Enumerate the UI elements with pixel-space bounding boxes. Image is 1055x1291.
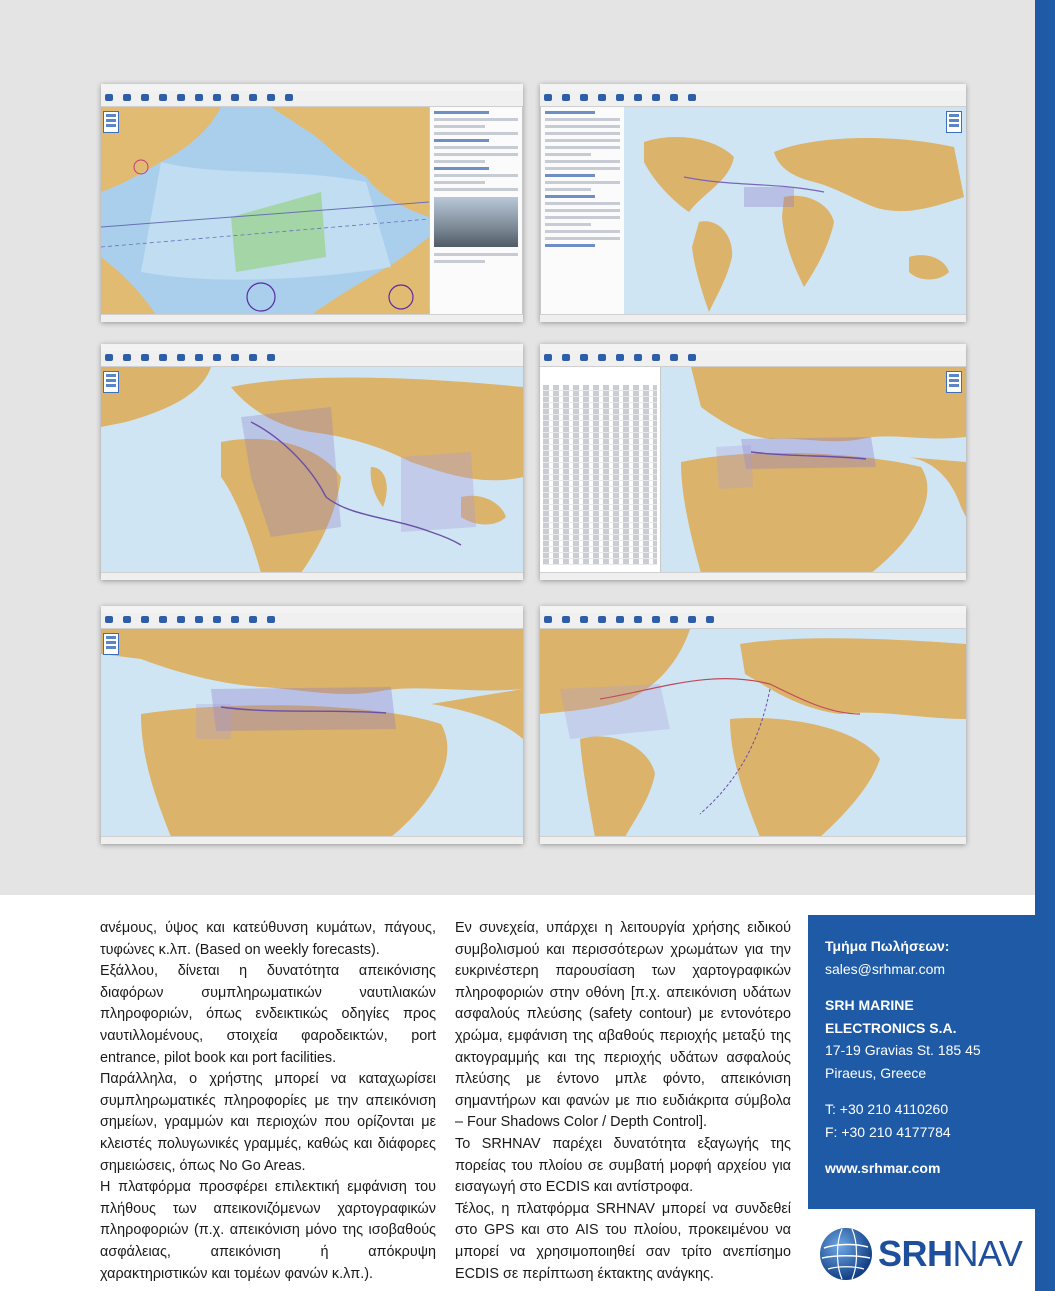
chart-overlay-chip (103, 111, 119, 133)
mediterranean-overview-map (101, 629, 523, 837)
sales-heading: Τμήμα Πωλήσεων: (825, 938, 950, 954)
window-statusbar (101, 572, 523, 580)
screenshot-route-table-mediterranean (540, 344, 966, 580)
atlantic-map-view (540, 629, 966, 837)
sales-email-link[interactable]: sales@srhmar.com (825, 960, 946, 977)
address-line1: 17-19 Gravias St. 185 45 (825, 1042, 981, 1058)
article-paragraph: Τέλος, η πλατφόρμα SRHNAV μπορεί να συνδεθεί στο GPS και στο AIS του πλοίου, προκειμένου να μπορεί να χρησιμοποιηθεί σαν τρίτο ανεπίσημο ECDIS σε περίπτωση έκτακτης ανάγκης. (455, 1200, 791, 1282)
screenshot-route-indian-ocean (101, 344, 523, 580)
company-name-line2: ELECTRONICS S.A. (825, 1019, 957, 1036)
app-toolbar (540, 351, 966, 367)
globe-icon (818, 1226, 874, 1282)
chart-overlay-chip (946, 111, 962, 133)
atlantic-map-graphic (540, 629, 966, 837)
app-toolbar (101, 351, 523, 367)
mediterranean-map-graphic (661, 367, 966, 573)
window-statusbar (540, 314, 966, 322)
app-toolbar (540, 91, 966, 107)
article-paragraph: Παράλληλα, ο χρήστης μπορεί να καταχωρίσει συμπληρωματικές πληροφορίες με την απεικόνιση σημείων, γραμμών και περιοχών που ορίζονται με κλειστές πολυγωνικές γραμμές, καθώς και διάφορες σημειώσεις, όπως No Go Areas. (100, 1071, 436, 1174)
sales-contact-box (808, 915, 1055, 1209)
app-toolbar (540, 613, 966, 629)
screenshot-harbour-chart (101, 84, 523, 322)
mediterranean-overview-graphic (101, 629, 523, 837)
screenshot-mediterranean-overview (101, 606, 523, 844)
port-photo (434, 197, 518, 247)
mediterranean-map-view (661, 367, 966, 573)
article-paragraph: ανέμους, ύψος και κατεύθυνση κυμάτων, πάγους, τυφώνες κ.λπ. (Based on weekly forecasts). (100, 920, 436, 958)
article-paragraph: Εν συνεχεία, υπάρχει η λειτουργία χρήσης ειδικού συμβολισμού και περισσότερων χρωμάτων για την ευκρινέστερη παρουσίαση των χαρτογραφικών πληροφοριών στην οθόνη [π.χ. απεικόνιση υδάτων ασφαλούς πλεύσης (safety contour) με εντονότερο χρώμα, εμφάνιση της αβαθούς περιοχής μεταξύ της ακτογραμμής και της περιοχής υδάτων ασφαλούς πλεύσης με έντονο μπλε φόντο, απεικόνιση σημαντήρων και φανών με πιο ευδιάκριτα σύμβολα – Four Shadows Color / Depth Control]. (455, 920, 791, 1131)
screenshot-vessel-info-world (540, 84, 966, 322)
fax-number: F: +30 210 4177784 (825, 1123, 951, 1140)
chart-overlay-chip (103, 371, 119, 393)
article-paragraph: Η πλατφόρμα προσφέρει επιλεκτική εμφάνιση του πλήθους των απεικονιζόμενων χαρτογραφικών πληροφοριών (π.χ. απεικόνιση μόνο της ισοβαθούς ασφάλειας, απεικόνιση ή απόκρυψη χαρακτηριστικών και τομέων φανών κ.λπ.). (100, 1179, 436, 1282)
window-statusbar (540, 836, 966, 844)
address-line2: Piraeus, Greece (825, 1064, 927, 1081)
window-statusbar (101, 314, 523, 322)
window-statusbar (101, 836, 523, 844)
window-statusbar (540, 572, 966, 580)
world-map-view (624, 107, 966, 315)
logo-text-bold: SRH (878, 1233, 953, 1274)
vessel-information-panel (540, 107, 625, 315)
article-column-1 (100, 918, 436, 1285)
article-paragraph: Εξάλλου, δίνεται η δυνατότητα απεικόνισης διαφόρων συμπληρωματικών ναυτιλιακών πληροφοριών, όπως ενδεικτικώς οδηγίες προς ναυτιλλομένους, στοιχεία φαροδεικτών, port entrance, pilot book και port facilities. (100, 963, 436, 1066)
waypoint-table (540, 367, 661, 573)
chart-overlay-chip (946, 371, 962, 393)
app-toolbar (101, 613, 523, 629)
logo-text-light: NAV (952, 1233, 1023, 1274)
screenshot-atlantic-route (540, 606, 966, 844)
route-map-view (101, 367, 523, 573)
phone-number: T: +30 210 4110260 (825, 1101, 949, 1117)
logo-wordmark (878, 1234, 1022, 1274)
nautical-chart-view (101, 107, 429, 315)
article-column-2 (455, 918, 791, 1285)
route-map-graphic (101, 367, 523, 573)
chart-overlay-chip (103, 633, 119, 655)
world-map-graphic (624, 107, 966, 315)
website-link[interactable]: www.srhmar.com (825, 1160, 941, 1176)
app-toolbar (101, 91, 523, 107)
srhnav-logo (818, 1226, 1023, 1282)
harbour-chart-graphic (101, 107, 429, 315)
article-paragraph: Το SRHNAV παρέχει δυνατότητα εξαγωγής της πορείας του πλοίου σε συμβατή μορφή αρχείου για εισαγωγή στο ECDIS και αντίστροφα. (455, 1135, 791, 1196)
company-name-line1: SRH MARINE (825, 997, 914, 1013)
object-info-panel (429, 107, 523, 315)
